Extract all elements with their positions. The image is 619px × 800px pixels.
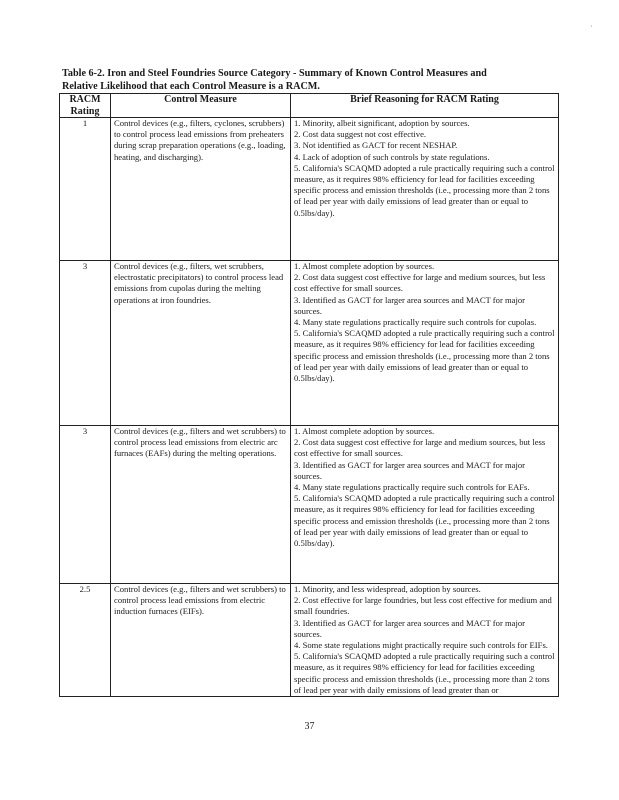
reasoning-cell <box>291 426 559 584</box>
reason-item: 2. Cost data suggest cost effective for large and medium sources, but less cost effective for small sources. <box>294 272 546 294</box>
reason-item: 5. California's SCAQMD adopted a rule practically requiring such a control measure, as it requires 98% efficiency for lead for facilities exceeding specific process and emission thresholds (i.e., processing more than 2 tons of lead per year with daily emissions of lead greater than or <box>294 651 555 695</box>
reason-item: 1. Almost complete adoption by sources. <box>294 261 435 271</box>
table-row <box>60 261 559 426</box>
header-brief-reasoning: Brief Reasoning for RACM Rating <box>291 94 559 118</box>
table-title-line1: Table 6-2. Iron and Steel Foundries Source Category - Summary of Known Control Measures and <box>62 68 487 79</box>
reason-item: 3. Not identified as GACT for recent NESHAP. <box>294 140 458 151</box>
control-measures-table <box>59 93 559 697</box>
reason-item: 4. Lack of adoption of such controls by state regulations. <box>294 151 490 162</box>
reason-item: 2. Cost data suggest cost effective for large and medium sources, but less cost effective for small sources. <box>294 437 546 459</box>
table-title <box>62 68 562 93</box>
table-row <box>60 584 559 697</box>
header-racm-rating <box>60 94 111 118</box>
rating-cell: 3 <box>60 261 111 426</box>
rating-cell: 1 <box>60 118 111 261</box>
reason-item: 3. Identified as GACT for larger area sources and MACT for major sources. <box>294 294 526 316</box>
reason-item: 2. Cost data suggest not cost effective. <box>294 129 427 140</box>
reasoning-cell <box>291 584 559 697</box>
scan-mark: · <box>590 22 593 31</box>
reasoning-cell <box>291 261 559 426</box>
measure-cell: Control devices (e.g., filters, wet scrubbers, electrostatic precipitators) to control process lead emissions from cupolas during the melting operations at iron foundries. <box>111 261 291 426</box>
reason-item: 4. Many state regulations practically require such controls for EAFs. <box>294 482 530 493</box>
reason-item: 4. Some state regulations might practically require such controls for EIFs. <box>294 640 548 651</box>
reason-item: 5. California's SCAQMD adopted a rule practically requiring such a control measure, as it requires 98% efficiency for lead for facilities exceeding specific process and emission thresholds (i.e., processing more than 2 tons of lead per year with daily emissions of lead greater than or equal to 0.5lbs/day). <box>294 328 555 384</box>
reason-item: 3. Identified as GACT for larger area sources and MACT for major sources. <box>294 617 526 639</box>
reason-item: 1. Minority, and less widespread, adoption by sources. <box>294 584 481 594</box>
measure-cell: Control devices (e.g., filters and wet scrubbers) to control process lead emissions from electric arc furnaces (EAFs) during the melting operations. <box>111 426 291 584</box>
header-rating-line1: RACM <box>69 94 101 105</box>
table-title-line2: Relative Likelihood that each Control Measure is a RACM. <box>62 80 320 92</box>
measure-cell: Control devices (e.g., filters, cyclones, scrubbers) to control process lead emissions from preheaters during scrap preparation operations (e.g., loading, heating, and discharging). <box>111 118 291 261</box>
reasoning-cell <box>291 118 559 261</box>
rating-cell: 2.5 <box>60 584 111 697</box>
page-number: 37 <box>304 721 315 732</box>
reason-item: 1. Almost complete adoption by sources. <box>294 426 435 436</box>
header-control-measure: Control Measure <box>111 94 291 118</box>
table-row <box>60 118 559 261</box>
header-rating-line2: Rating <box>70 105 100 117</box>
reason-item: 5. California's SCAQMD adopted a rule practically requiring such a control measure, as it requires 98% efficiency for lead for facilities exceeding specific process and emission thresholds (i.e., processing more than 2 tons of lead per year with daily emissions of lead greater than or equal to 0.5lbs/day). <box>294 493 555 549</box>
reason-item: 4. Many state regulations practically require such controls for cupolas. <box>294 317 537 328</box>
measure-cell: Control devices (e.g., filters and wet scrubbers) to control process lead emissions from electric induction furnaces (EIFs). <box>111 584 291 697</box>
reason-item: 1. Minority, albeit significant, adoption by sources. <box>294 118 470 128</box>
rating-cell: 3 <box>60 426 111 584</box>
reason-item: 2. Cost effective for large foundries, but less cost effective for medium and small foundries. <box>294 595 552 617</box>
table-row <box>60 426 559 584</box>
reason-item: 3. Identified as GACT for larger area sources and MACT for major sources. <box>294 459 526 481</box>
reason-item: 5. California's SCAQMD adopted a rule practically requiring such a control measure, as it requires 98% efficiency for lead for facilities exceeding specific process and emission thresholds (i.e., processing more than 2 tons of lead per year with daily emissions of lead greater than or equal to 0.5lbs/day). <box>294 162 555 218</box>
table-header-row <box>60 94 559 118</box>
